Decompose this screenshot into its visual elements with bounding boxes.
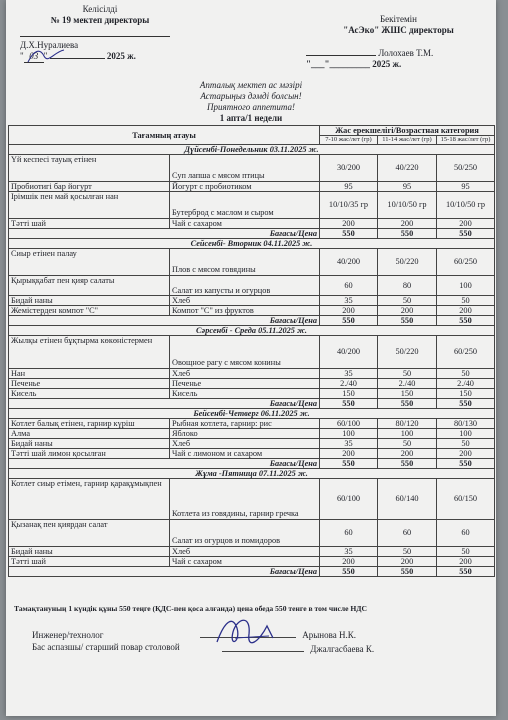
portion-11-14: 50 <box>378 296 437 306</box>
price-row <box>9 459 495 469</box>
cook-label: Бас аспазшы/ старший повар столовой <box>32 642 180 652</box>
price-footnote: Тамақтануның 1 күндік құны 550 теңге (ҚДС-пен қоса алғанда) цена обеда 550 тенге в том числе НДС <box>14 604 368 613</box>
dish-name-ru: Бутерброд с маслом и сыром <box>170 192 320 219</box>
portion-11-14: 50 <box>378 547 437 557</box>
portion-7-10: 60 <box>320 276 378 296</box>
dish-name-ru: Хлеб <box>170 439 320 449</box>
dish-name-ru: Рыбная котлета, гарнир: рис <box>170 419 320 429</box>
portion-15-18: 50 <box>437 369 495 379</box>
company-director-title: "АсЭко" ЖШС директоры <box>343 25 454 35</box>
date-day: 03 <box>24 51 44 63</box>
portion-11-14: 200 <box>378 557 437 567</box>
dish-name-kz: Кисель <box>9 389 170 399</box>
price-value: 550 <box>437 399 495 409</box>
portion-15-18: 200 <box>437 306 495 316</box>
price-value: 550 <box>320 316 378 326</box>
dish-row <box>9 249 495 276</box>
agreed-label: Келісілді <box>82 4 118 14</box>
portion-15-18: 10/10/50 гр <box>437 192 495 219</box>
col-age-7-10: 7-10 жас/лет (гр) <box>320 136 378 145</box>
date-right: "___"_________ 2025 ж. <box>306 59 402 69</box>
price-value: 550 <box>437 459 495 469</box>
portion-11-14: 200 <box>378 306 437 316</box>
price-row <box>9 399 495 409</box>
price-value: 550 <box>437 316 495 326</box>
portion-15-18: 200 <box>437 557 495 567</box>
portion-11-14: 100 <box>378 429 437 439</box>
dish-name-kz: Котлет сиыр етімен, гарнир қарақұмықпен <box>9 479 170 520</box>
portion-7-10: 150 <box>320 389 378 399</box>
dish-name-kz: Ірімшік пен май қосылған нан <box>9 192 170 219</box>
dish-name-kz: Жемістерден компот "С" <box>9 306 170 316</box>
dish-name-kz: Бидай наны <box>9 296 170 306</box>
portion-15-18: 60/250 <box>437 336 495 369</box>
portion-15-18: 60/150 <box>437 479 495 520</box>
price-label: Бағасы/Цена <box>9 567 320 577</box>
portion-11-14: 80 <box>378 276 437 296</box>
portion-15-18: 100 <box>437 276 495 296</box>
dish-row <box>9 182 495 192</box>
price-label: Бағасы/Цена <box>9 459 320 469</box>
portion-15-18: 2./40 <box>437 379 495 389</box>
portion-11-14: 50 <box>378 369 437 379</box>
price-value: 550 <box>320 399 378 409</box>
technologist-name: Арынова Н.К. <box>302 630 356 640</box>
dish-name-kz: Печенье <box>9 379 170 389</box>
technologist-signature-row <box>32 630 103 640</box>
price-label: Бағасы/Цена <box>9 399 320 409</box>
director-name-left: Д.Х.Нуралиева <box>20 40 79 50</box>
price-value: 550 <box>378 567 437 577</box>
price-label: Бағасы/Цена <box>9 316 320 326</box>
dish-row <box>9 389 495 399</box>
dish-row <box>9 520 495 547</box>
portion-11-14: 200 <box>378 449 437 459</box>
dish-name-kz: Үй кеспесі тауық етінен <box>9 155 170 182</box>
portion-7-10: 100 <box>320 429 378 439</box>
day-title: Дүйсенбі-Понедельник 03.11.2025 ж. <box>9 145 495 155</box>
portion-7-10: 40/200 <box>320 336 378 369</box>
technologist-label: Инженер/технолог <box>32 630 104 640</box>
dish-name-ru: Суп лапша с мясом птицы <box>170 155 320 182</box>
dish-name-ru: Чай с лимоном и сахаром <box>170 449 320 459</box>
price-row <box>9 567 495 577</box>
title-week: 1 апта/1 недели <box>219 113 283 123</box>
dish-row <box>9 369 495 379</box>
signature-line-right <box>306 46 376 56</box>
dish-name-ru: Печенье <box>170 379 320 389</box>
approve-label: Бекітемін <box>380 14 417 24</box>
dish-name-ru: Салат из огурцов и помидоров <box>170 520 320 547</box>
dish-name-kz: Тәтті шай <box>9 219 170 229</box>
portion-15-18: 100 <box>437 429 495 439</box>
price-value: 550 <box>437 567 495 577</box>
day-header-row <box>9 469 495 479</box>
day-title: Бейсенбі-Четверг 06.11.2025 ж. <box>9 409 495 419</box>
dish-name-ru: Хлеб <box>170 547 320 557</box>
price-value: 550 <box>437 229 495 239</box>
cook-signature-row <box>32 642 180 652</box>
dish-row <box>9 449 495 459</box>
dish-name-kz: Нан <box>9 369 170 379</box>
portion-7-10: 35 <box>320 547 378 557</box>
dish-row <box>9 557 495 567</box>
dish-name-ru: Кисель <box>170 389 320 399</box>
portion-15-18: 50 <box>437 547 495 557</box>
portion-11-14: 50/220 <box>378 336 437 369</box>
dish-row <box>9 296 495 306</box>
dish-name-kz: Бидай наны <box>9 547 170 557</box>
day-title: Сейсенбі- Вторник 04.11.2025 ж. <box>9 239 495 249</box>
dish-name-kz: Алма <box>9 429 170 439</box>
title-kz: Апталық мектеп ас мәзірі <box>199 80 303 90</box>
dish-name-kz: Тәтті шай <box>9 557 170 567</box>
portion-7-10: 200 <box>320 449 378 459</box>
portion-7-10: 60/100 <box>320 479 378 520</box>
dish-row <box>9 419 495 429</box>
portion-11-14: 50/220 <box>378 249 437 276</box>
handwritten-signature-left <box>24 44 74 69</box>
dish-row <box>9 192 495 219</box>
price-value: 550 <box>320 229 378 239</box>
price-value: 550 <box>320 567 378 577</box>
dish-name-kz: Қырыққабат пен қияр салаты <box>9 276 170 296</box>
portion-15-18: 95 <box>437 182 495 192</box>
dish-name-kz: Пробиотигі бар йогурт <box>9 182 170 192</box>
dish-row <box>9 336 495 369</box>
dish-name-ru: Салат из капусты и огурцов <box>170 276 320 296</box>
col-age-11-14: 11-14 жас/лет (гр) <box>378 136 437 145</box>
day-title: Сәрсенбі - Среда 05.11.2025 ж. <box>9 326 495 336</box>
portion-7-10: 30/200 <box>320 155 378 182</box>
portion-11-14: 95 <box>378 182 437 192</box>
dish-name-ru: Хлеб <box>170 296 320 306</box>
portion-15-18: 50/250 <box>437 155 495 182</box>
dish-name-ru: Компот "С" из фруктов <box>170 306 320 316</box>
portion-7-10: 60/100 <box>320 419 378 429</box>
approval-right <box>306 14 491 70</box>
portion-11-14: 60/140 <box>378 479 437 520</box>
dish-row <box>9 547 495 557</box>
title-wish-ru: Приятного аппетита! <box>207 102 295 112</box>
portion-7-10: 35 <box>320 439 378 449</box>
dish-name-ru: Чай с сахаром <box>170 557 320 567</box>
menu-table <box>8 125 495 577</box>
dish-row <box>9 219 495 229</box>
portion-7-10: 2./40 <box>320 379 378 389</box>
dish-row <box>9 276 495 296</box>
portion-15-18: 60/250 <box>437 249 495 276</box>
portion-11-14: 200 <box>378 219 437 229</box>
handwritten-signature <box>211 612 281 657</box>
signature-line-left <box>20 27 170 37</box>
dish-name-kz: Бидай наны <box>9 439 170 449</box>
dish-name-ru: Котлета из говядины, гарнир гречка <box>170 479 320 520</box>
portion-7-10: 200 <box>320 306 378 316</box>
dish-name-kz: Сиыр етінен палау <box>9 249 170 276</box>
day-header-row <box>9 326 495 336</box>
day-header-row <box>9 409 495 419</box>
school-director-title: № 19 мектеп директоры <box>50 15 150 25</box>
price-value: 550 <box>378 459 437 469</box>
director-name-right: Лолохаев Т.М. <box>378 48 434 58</box>
portion-7-10: 200 <box>320 219 378 229</box>
portion-7-10: 35 <box>320 369 378 379</box>
dish-row <box>9 429 495 439</box>
dish-name-kz: Тәтті шай лимон қосылған <box>9 449 170 459</box>
portion-7-10: 200 <box>320 557 378 567</box>
dish-name-kz: Қызанақ пен қиярдан салат <box>9 520 170 547</box>
dish-name-ru: Йогурт с пробиотиком <box>170 182 320 192</box>
portion-15-18: 60 <box>437 520 495 547</box>
portion-15-18: 200 <box>437 219 495 229</box>
dish-row <box>9 379 495 389</box>
price-row <box>9 229 495 239</box>
portion-11-14: 150 <box>378 389 437 399</box>
portion-7-10: 40/200 <box>320 249 378 276</box>
portion-11-14: 60 <box>378 520 437 547</box>
col-age-15-18: 15-18 жас/лет (гр) <box>437 136 495 145</box>
portion-15-18: 50 <box>437 296 495 306</box>
cook-name: Джалгасбаева К. <box>310 644 375 654</box>
col-age-category: Жас ерекшелігі/Возрастная категория <box>320 126 495 136</box>
price-value: 550 <box>320 459 378 469</box>
portion-11-14: 40/220 <box>378 155 437 182</box>
dish-name-ru: Чай с сахаром <box>170 219 320 229</box>
portion-7-10: 95 <box>320 182 378 192</box>
price-value: 550 <box>378 229 437 239</box>
price-value: 550 <box>378 399 437 409</box>
portion-7-10: 10/10/35 гр <box>320 192 378 219</box>
title-wish-kz: Астарыңыз дәмді болсын! <box>200 91 302 101</box>
portion-11-14: 10/10/50 гр <box>378 192 437 219</box>
day-title: Жұма -Пятница 07.11.2025 ж. <box>9 469 495 479</box>
price-row <box>9 316 495 326</box>
dish-name-ru: Хлеб <box>170 369 320 379</box>
portion-7-10: 60 <box>320 520 378 547</box>
portion-15-18: 150 <box>437 389 495 399</box>
dish-name-ru: Яблоко <box>170 429 320 439</box>
dish-row <box>9 306 495 316</box>
menu-document <box>6 0 496 716</box>
portion-11-14: 50 <box>378 439 437 449</box>
dish-row <box>9 479 495 520</box>
portion-15-18: 200 <box>437 449 495 459</box>
menu-title <box>6 80 496 124</box>
dish-name-ru: Плов с мясом говядины <box>170 249 320 276</box>
day-header-row <box>9 145 495 155</box>
dish-name-kz: Котлет балық етінен, гарнир күріш <box>9 419 170 429</box>
dish-name-kz: Жылқы етінен бұқтырма көкөністермен <box>9 336 170 369</box>
portion-7-10: 35 <box>320 296 378 306</box>
date-left: " 03 " 2025 ж. <box>20 51 136 61</box>
portion-15-18: 80/130 <box>437 419 495 429</box>
menu-body <box>9 145 495 577</box>
dish-row <box>9 439 495 449</box>
day-header-row <box>9 239 495 249</box>
portion-11-14: 2./40 <box>378 379 437 389</box>
price-value: 550 <box>378 316 437 326</box>
col-dish-name: Тағамның атауы <box>9 126 320 145</box>
price-label: Бағасы/Цена <box>9 229 320 239</box>
portion-15-18: 50 <box>437 439 495 449</box>
dish-name-ru: Овощное рагу с мясом конины <box>170 336 320 369</box>
portion-11-14: 80/120 <box>378 419 437 429</box>
dish-row <box>9 155 495 182</box>
